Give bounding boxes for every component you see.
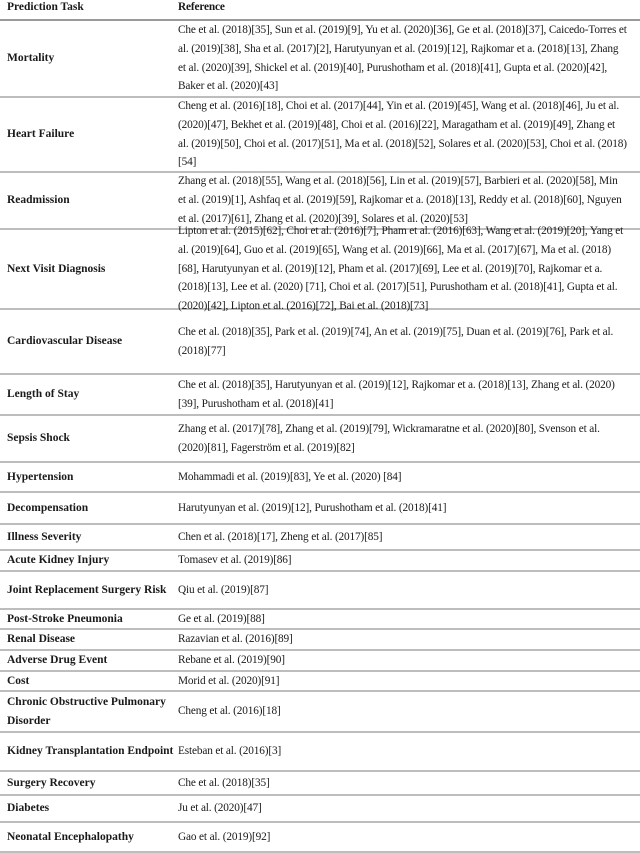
table-row [0,572,640,610]
reference-cell: Harutyunyan et al. (2019)[12], Purushotham et al. (2018)[41] [178,501,447,514]
prediction-task-cell: Heart Failure [7,128,75,140]
prediction-task-cell: Surgery Recovery [7,776,96,789]
reference-cell: Che et al. (2018)[35], Park et al. (2019)[74], An et al. (2019)[75], Duan et al. (2019)[76], Park et al. (2018)[77] [178,325,614,357]
reference-cell: Lipton et al. (2015)[62], Choi et al. (2016)[7], Pham et al. (2016)[63], Wang et al. (2019)[20], Yang et al. (2019)[64], Guo et al. (2019)[65], Wang et al. (2019)[66], Ma et al. (2017)[67], Ma et al. (2018)[68], Harutyunyan et al. (2019)[12], Pham et al. (2017)[69], Lee et al. (2019)[70], Rajkomar et a. (2018)[13], Lee et al. (2020) [71], Choi et al. (2017)[51], Purushotham et al. (2018)[41], Gupta et al. (2020)[42], Lipton et al. (2016)[72], Bai et al. (2018)[73] [178,225,624,313]
prediction-task-cell: Kidney Transplantation Endpoint [7,745,174,757]
reference-cell: Chen et al. (2018)[17], Zheng et al. (2017)[85] [178,530,383,543]
reference-cell: Mohammadi et al. (2019)[83], Ye et al. (2020) [84] [178,470,402,483]
reference-cell: Che et al. (2018)[35], Harutyunyan et al. (2019)[12], Rajkomar et a. (2018)[13], Zhang et al. (2020)[39], Purushotham et al. (2018)[41] [178,378,615,410]
reference-cell: Rebane et al. (2019)[90] [178,654,285,667]
table-row [0,823,640,853]
table-row [0,98,640,173]
table-row [0,610,640,630]
table-row [0,772,640,796]
reference-cell: Cheng et al. (2016)[18] [178,705,281,718]
prediction-task-cell: Hypertension [7,470,74,483]
reference-cell: Gao et al. (2019)[92] [178,830,271,843]
table-row [0,733,640,772]
prediction-task-cell: Diabetes [7,802,50,814]
prediction-task-cell: Neonatal Encephalopathy [7,830,134,843]
prediction-task-cell: Adverse Drug Event [7,654,108,666]
reference-cell: Razavian et al. (2016)[89] [178,633,293,646]
reference-cell: Cheng et al. (2016)[18], Choi et al. (2017)[44], Yin et al. (2019)[45], Wang et al. (2018)[46], Ju et al. (2020)[47], Bekhet et al. (2019)[48], Choi et al. (2016)[22], Maragatham et al. (2019)[49], Zhang et al. (2019)[50], Choi et al. (2017)[51], Ma et al. (2018)[52], Solares et al. (2020)[53], Choi et al. (2018)[54] [178,99,627,169]
prediction-task-cell: Chronic Obstructive Pulmonary Disorder [7,695,166,727]
table-row [0,551,640,572]
prediction-task-cell: Acute Kidney Injury [7,554,110,566]
table-row [0,463,640,493]
table-row [0,21,640,98]
reference-cell: Esteban et al. (2016)[3] [178,745,282,758]
table-row [0,692,640,733]
reference-cell: Che et al. (2018)[35], Sun et al. (2019)[9], Yu et al. (2020)[36], Ge et al. (2018)[37], Caicedo-Torres et al. (2019)[38], Sha et al. (2017)[2], Harutyunyan et al. (2019)[12], Rajkomar et a. (2018)[13], Zhang et al. (2020)[39], Shickel et al. (2019)[40], Purushotham et al. (2018)[41], Gupta et al. (2020)[42], Baker et al. (2020)[43] [178,23,627,93]
header-prediction-task: Prediction Task [7,1,84,13]
reference-cell: Morid et al. (2020)[91] [178,674,280,687]
prediction-task-cell: Next Visit Diagnosis [7,262,106,275]
table-row [0,796,640,823]
table-row [0,630,640,651]
prediction-task-cell: Post-Stroke Pneumonia [7,612,123,625]
table-row [0,416,640,463]
table-row [0,225,640,313]
prediction-task-cell: Length of Stay [7,388,80,400]
table-row [0,375,640,416]
reference-cell: Tomasev et al. (2019)[86] [178,554,292,567]
table-row [0,493,640,525]
prediction-task-cell: Joint Replacement Surgery Risk [7,583,167,596]
reference-cell: Zhang et al. (2018)[55], Wang et al. (2018)[56], Lin et al. (2019)[57], Barbieri et al. (2020)[58], Min et al. (2019)[1], Ashfaq et al. (2019)[59], Rajkomar et a. (2018)[13], Reddy et al. (2018)[60], Nguyen et al. (2017)[61], Zhang et al. (2020)[39], Solares et al. (2020)[53] [178,175,622,225]
prediction-task-cell: Illness Severity [7,530,82,543]
table-header-row [0,0,640,21]
table-body [0,21,640,853]
table-row [0,525,640,551]
prediction-task-cell: Mortality [7,52,55,64]
reference-cell: Che et al. (2018)[35] [178,776,270,789]
reference-cell: Zhang et al. (2017)[78], Zhang et al. (2019)[79], Wickramaratne et al. (2020)[80], Svenson et al. (2020)[81], Fagerström et al. (2019)[82] [178,422,600,454]
table-row [0,310,640,375]
table-row [0,651,640,672]
prediction-task-cell: Cardiovascular Disease [7,335,123,347]
prediction-task-cell: Renal Disease [7,633,76,645]
prediction-task-cell: Sepsis Shock [7,432,70,444]
prediction-task-cell: Decompensation [7,501,89,514]
prediction-task-cell: Cost [7,674,30,687]
table-row [0,672,640,692]
reference-cell: Qiu et al. (2019)[87] [178,583,269,596]
header-reference: Reference [178,1,225,13]
reference-cell: Ge et al. (2019)[88] [178,612,265,625]
prediction-task-cell: Readmission [7,194,70,206]
reference-cell: Ju et al. (2020)[47] [178,802,262,815]
